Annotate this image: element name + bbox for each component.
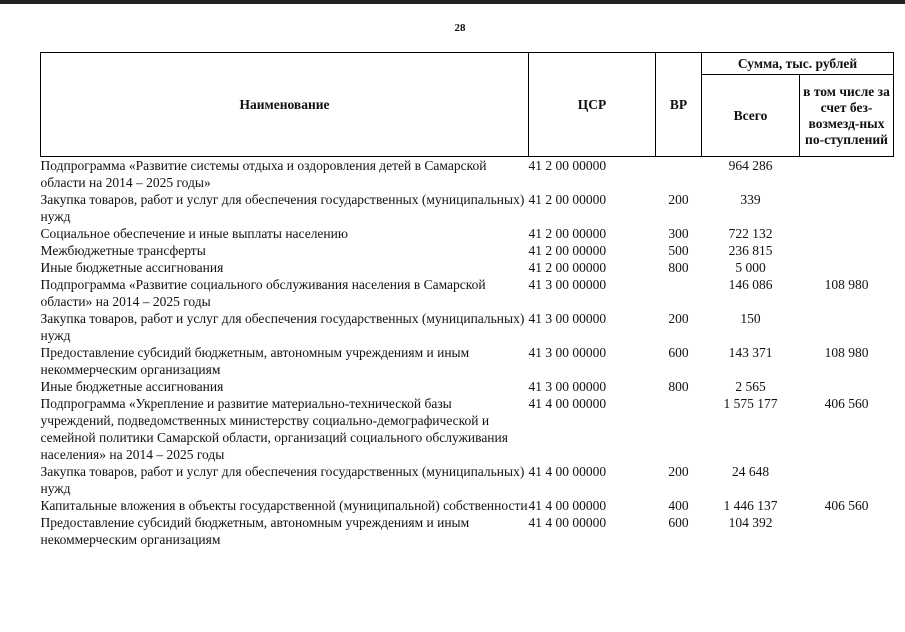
cell-csr: 41 4 00 00000 — [528, 396, 607, 411]
header-sum-group: Сумма, тыс. рублей — [702, 53, 894, 75]
cell-total: 1 446 137 — [723, 498, 778, 513]
cell-name: Капитальные вложения в объекты государственной (муниципальной) собственности — [40, 498, 528, 513]
cell-name: Подпрограмма «Развитие социального обслуживания населения в Самарской области» на 2014 – 2025 годы — [40, 277, 486, 309]
cell-name: Подпрограмма «Развитие системы отдыха и оздоровления детей в Самарской области на 2014 – 2025 годы» — [40, 158, 487, 190]
table-row — [41, 395, 894, 463]
cell-csr: 41 2 00 00000 — [528, 260, 607, 275]
cell-total: 722 132 — [728, 226, 773, 241]
table-row — [41, 157, 894, 192]
cell-csr: 41 4 00 00000 — [528, 464, 607, 479]
cell-csr: 41 2 00 00000 — [528, 243, 607, 258]
cell-total: 1 575 177 — [723, 396, 778, 411]
cell-name: Социальное обеспечение и иные выплаты населению — [40, 226, 348, 241]
cell-free — [800, 191, 894, 225]
table-row — [41, 344, 894, 378]
cell-csr: 41 2 00 00000 — [528, 226, 607, 241]
header-name: Наименование — [41, 53, 529, 157]
cell-free: 108 980 — [824, 345, 869, 360]
cell-name: Подпрограмма «Укрепление и развитие материально-технической базы учреждений, подведомственных министерству социально-демографической и семейной политики Самарской области, организаций социального обслуживания населения» на 2014 – 2025 годы — [40, 396, 508, 462]
cell-vr: 200 — [668, 311, 689, 326]
table-row — [41, 276, 894, 310]
cell-free — [800, 310, 894, 344]
cell-vr — [656, 276, 702, 310]
cell-total: 236 815 — [728, 243, 773, 258]
table-row — [41, 242, 894, 259]
cell-vr: 300 — [668, 226, 689, 241]
cell-total: 339 — [740, 192, 761, 207]
cell-csr: 41 3 00 00000 — [528, 379, 607, 394]
cell-name: Предоставление субсидий бюджетным, автономным учреждениям и иным некоммерческим организациям — [40, 345, 470, 377]
table-row — [41, 378, 894, 395]
cell-vr: 200 — [668, 464, 689, 479]
cell-vr: 600 — [668, 515, 689, 530]
cell-free — [800, 259, 894, 276]
cell-total: 143 371 — [728, 345, 773, 360]
header-total: Всего — [702, 75, 800, 157]
page-number: 28 — [454, 22, 466, 34]
table-row — [41, 259, 894, 276]
cell-csr: 41 2 00 00000 — [528, 158, 607, 173]
cell-total: 104 392 — [728, 515, 773, 530]
table-body — [41, 157, 894, 549]
table-row — [41, 463, 894, 497]
header-free: в том числе за счет без-возмезд-ных по-ступлений — [800, 75, 894, 157]
cell-free — [800, 157, 894, 192]
cell-free — [800, 242, 894, 259]
cell-total: 24 648 — [731, 464, 770, 479]
cell-csr: 41 2 00 00000 — [528, 192, 607, 207]
cell-vr: 600 — [668, 345, 689, 360]
cell-vr — [656, 157, 702, 192]
cell-free — [800, 514, 894, 548]
cell-csr: 41 3 00 00000 — [528, 277, 607, 292]
cell-name: Межбюджетные трансферты — [40, 243, 206, 258]
cell-vr: 500 — [668, 243, 689, 258]
cell-csr: 41 3 00 00000 — [528, 311, 607, 326]
cell-vr: 200 — [668, 192, 689, 207]
header-vr: ВР — [656, 53, 702, 157]
cell-name: Иные бюджетные ассигнования — [40, 379, 224, 394]
cell-csr: 41 4 00 00000 — [528, 498, 607, 513]
top-rule — [0, 0, 905, 4]
cell-csr: 41 3 00 00000 — [528, 345, 607, 360]
table-row — [41, 514, 894, 548]
cell-name: Закупка товаров, работ и услуг для обеспечения государственных (муниципальных) нужд — [40, 311, 525, 343]
cell-total: 964 286 — [728, 158, 773, 173]
cell-vr: 800 — [668, 379, 689, 394]
table-row — [41, 310, 894, 344]
cell-total: 146 086 — [728, 277, 773, 292]
cell-vr — [656, 395, 702, 463]
cell-csr: 41 4 00 00000 — [528, 515, 607, 530]
cell-total: 150 — [740, 311, 761, 326]
table-row — [41, 191, 894, 225]
cell-free: 406 560 — [824, 396, 869, 411]
cell-free — [800, 378, 894, 395]
cell-total: 5 000 — [735, 260, 766, 275]
table-row — [41, 497, 894, 514]
cell-free: 108 980 — [824, 277, 869, 292]
table-header — [41, 53, 894, 157]
header-csr: ЦСР — [529, 53, 656, 157]
cell-name: Предоставление субсидий бюджетным, автономным учреждениям и иным некоммерческим организациям — [40, 515, 470, 547]
cell-free — [800, 225, 894, 242]
cell-vr: 400 — [668, 498, 689, 513]
cell-free — [800, 463, 894, 497]
cell-free: 406 560 — [824, 498, 869, 513]
table-row — [41, 225, 894, 242]
cell-name: Закупка товаров, работ и услуг для обеспечения государственных (муниципальных) нужд — [40, 464, 525, 496]
budget-table — [40, 52, 894, 548]
cell-name: Закупка товаров, работ и услуг для обеспечения государственных (муниципальных) нужд — [40, 192, 525, 224]
cell-name: Иные бюджетные ассигнования — [40, 260, 224, 275]
cell-vr: 800 — [668, 260, 689, 275]
cell-total: 2 565 — [735, 379, 766, 394]
